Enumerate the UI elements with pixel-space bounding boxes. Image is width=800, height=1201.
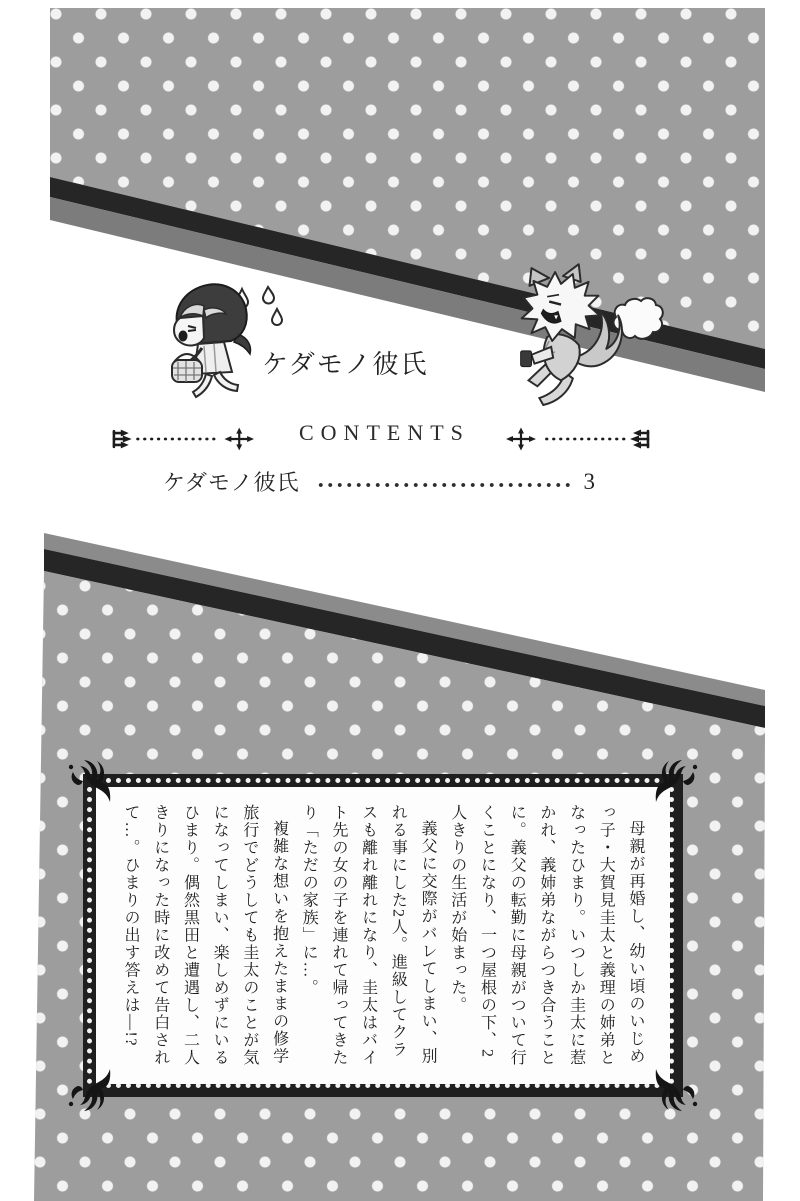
toc-entry-label: ケダモノ彼氏 bbox=[163, 470, 300, 495]
red-riding-hood-girl-illustration bbox=[160, 276, 265, 411]
contents-ornament-right-icon bbox=[500, 427, 658, 451]
basket-icon bbox=[172, 360, 202, 382]
synopsis-text bbox=[96, 787, 670, 1084]
corner-flourish-icon bbox=[66, 758, 112, 804]
synopsis-paragraph: 複雑な想いを抱えたままの修学旅行でどうしても圭太のことが気になってしまい、楽しめずにいるひまり。偶然黒田と遭遇し、二人きりになった時に改めて告白されて…。ひまりの出す答えは―!? bbox=[122, 804, 288, 1067]
synopsis-paragraph: 母親が再婚し、幼い頃のいじめっ子・大賀見圭太と義理の姉弟となったひまり。いつしか圭太に惹かれ、義姉弟ながらつき合うことに。義父の転勤に母親がついて行くことになり、一つ屋根の下、2人きりの生活が始まった。 bbox=[448, 804, 644, 1067]
contents-heading: CONTENTS bbox=[299, 420, 470, 445]
contents-ornament-left-icon bbox=[108, 427, 256, 451]
wolf-character-illustration bbox=[498, 262, 626, 418]
frame-dotted-border-top bbox=[96, 778, 670, 783]
synopsis-panel bbox=[96, 787, 670, 1084]
toc-page-number: 3 bbox=[583, 468, 595, 494]
corner-flourish-icon bbox=[66, 1067, 112, 1113]
toc-entry bbox=[163, 466, 595, 497]
frame-dotted-border-left bbox=[87, 787, 92, 1084]
phone-icon bbox=[521, 351, 532, 367]
corner-flourish-icon bbox=[654, 758, 700, 804]
synopsis-paragraph: 義父に交際がバレてしまい、別れる事にした2人。進級してクラスも離れ離れになり、圭太はバイト先の女の子を連れて帰ってきたり「ただの家族」に…。 bbox=[300, 804, 437, 1067]
series-title: ケダモノ彼氏 bbox=[262, 350, 429, 379]
toc-dotted-leader bbox=[316, 482, 570, 488]
corner-flourish-icon bbox=[654, 1067, 700, 1113]
synopsis-frame bbox=[83, 774, 683, 1097]
